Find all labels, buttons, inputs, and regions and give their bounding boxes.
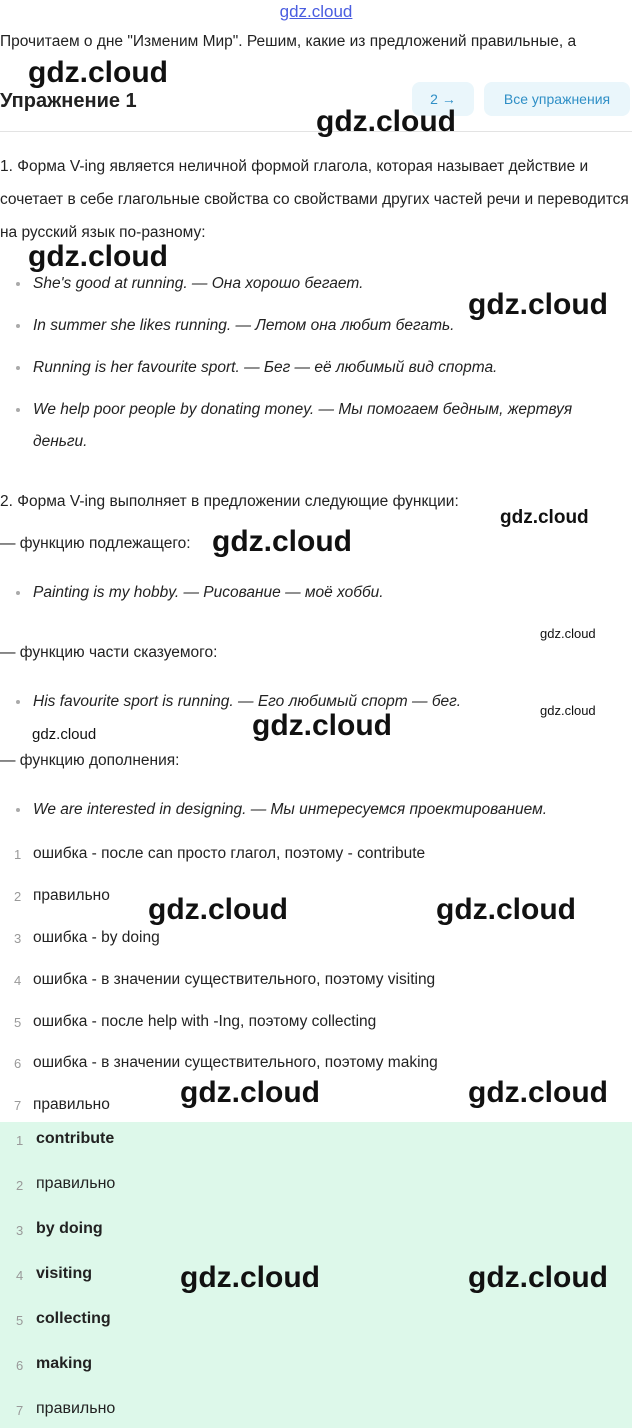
- bullet-icon: [16, 366, 20, 370]
- function-subject-label: — функцию подлежащего:: [0, 535, 191, 552]
- list-item: 5 collecting: [16, 1310, 111, 1328]
- watermark-link[interactable]: gdz.cloud: [279, 2, 353, 21]
- watermark: gdz.cloud: [540, 703, 596, 718]
- watermark: gdz.cloud: [316, 105, 456, 138]
- watermark: gdz.cloud: [212, 525, 352, 558]
- table-row: 1 ошибка - после can просто глагол, поэтому - contribute: [14, 845, 426, 862]
- bullet-icon: [16, 408, 20, 412]
- page-title: Упражнение 1: [0, 90, 137, 112]
- watermark: gdz.cloud: [468, 1261, 608, 1294]
- bullet-icon: [16, 324, 20, 328]
- watermark: gdz.cloud: [148, 893, 288, 926]
- list-item: 4 visiting: [16, 1265, 93, 1283]
- function-object-label: — функцию дополнения:: [0, 752, 180, 769]
- theory-paragraph-1: 1. Форма V-ing является неличной формой глагола, которая называет действие и сочетает в себе глагольные свойства со свойствами других частей речи и переводится на русский язык по-разному:: [0, 158, 629, 241]
- table-row: 7 правильно: [14, 1096, 110, 1113]
- watermark: gdz.cloud: [28, 240, 168, 273]
- bullet-icon: [16, 700, 20, 704]
- table-row: 4 ошибка - в значении существительного, поэтому visiting: [14, 971, 436, 988]
- list-item: 3 by doing: [16, 1220, 103, 1238]
- bullet-icon: [16, 282, 20, 286]
- list-item: 1 contribute: [16, 1130, 115, 1148]
- watermark: gdz.cloud: [180, 1261, 320, 1294]
- table-row: 6 ошибка - в значении существительного, поэтому making: [14, 1054, 438, 1071]
- theory-paragraph-2: 2. Форма V-ing выполняет в предложении следующие функции:: [0, 493, 459, 510]
- watermark: gdz.cloud: [32, 726, 97, 743]
- bullet-icon: [16, 591, 20, 595]
- list-item: 6 making: [16, 1355, 93, 1373]
- bullet-icon: [16, 808, 20, 812]
- all-exercises-button[interactable]: Все упражнения: [484, 82, 630, 116]
- watermark: gdz.cloud: [252, 709, 392, 742]
- watermark: gdz.cloud: [180, 1076, 320, 1109]
- function-predicate-label: — функцию части сказуемого:: [0, 644, 218, 661]
- watermark: gdz.cloud: [468, 1076, 608, 1109]
- watermark: gdz.cloud: [500, 507, 589, 528]
- list-item: 2 правильно: [16, 1175, 116, 1193]
- table-row: 3 ошибка - by doing: [14, 929, 160, 946]
- table-row: 5 ошибка - после help with -Ing, поэтому collecting: [14, 1013, 377, 1030]
- next-exercise-button[interactable]: 2 →: [412, 82, 474, 116]
- intro-text: Прочитаем о дне "Изменим Мир". Решим, какие из предложений правильные, а: [0, 33, 577, 50]
- watermark: gdz.cloud: [540, 626, 596, 641]
- watermark: gdz.cloud: [468, 288, 608, 321]
- watermark: gdz.cloud: [28, 56, 168, 89]
- list-item: 7 правильно: [16, 1400, 116, 1418]
- watermark: gdz.cloud: [436, 893, 576, 926]
- table-row: 2 правильно: [14, 887, 110, 904]
